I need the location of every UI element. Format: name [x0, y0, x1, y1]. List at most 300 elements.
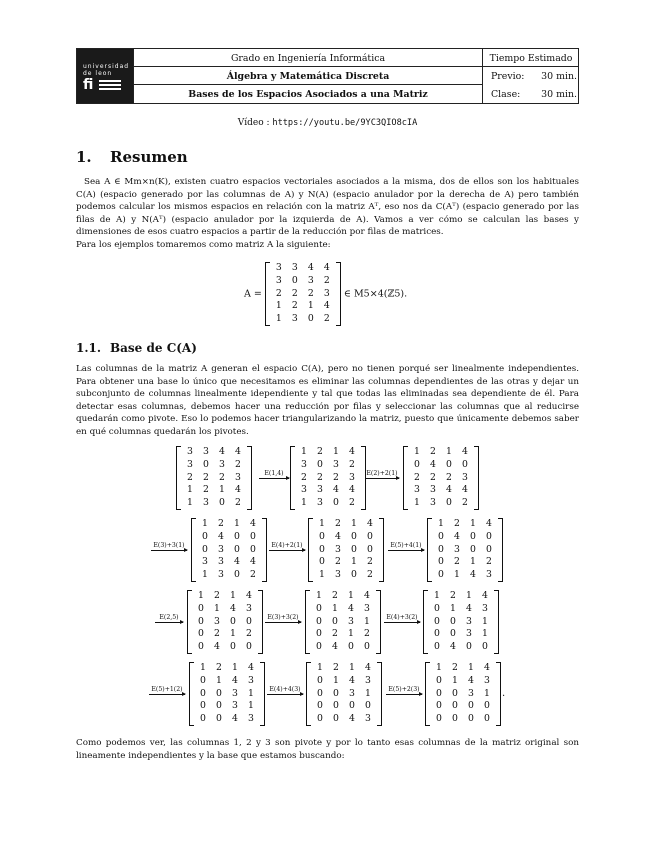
matrix-entry: 4: [349, 674, 355, 686]
matrix-entry: 0: [470, 530, 476, 542]
step-matrix: [306, 662, 382, 726]
matrix-entry: 1: [275, 300, 282, 312]
matrix-entry: 4: [482, 590, 488, 601]
matrix-entry: 1: [332, 602, 338, 614]
logo-text: universidad de leon: [83, 63, 130, 77]
matrix-entry: 3: [364, 602, 370, 614]
step-matrix: [176, 446, 252, 510]
matrix-entry: 0: [466, 641, 472, 653]
matrix-entry: 2: [250, 569, 256, 581]
matrix-entry: 3: [203, 446, 209, 457]
matrix-entry: 0: [452, 713, 458, 725]
matrix-entry: 0: [246, 641, 252, 653]
matrix-entry: 0: [486, 543, 492, 555]
matrix-entry: 3: [365, 713, 371, 725]
matrix-entry: 0: [319, 530, 325, 542]
matrix-entry: 1: [482, 615, 488, 627]
matrix-entry: 3: [466, 628, 472, 640]
matrix-entry: 0: [246, 615, 252, 627]
matrix-entry: 4: [466, 602, 472, 614]
matrix-entry: 0: [200, 700, 206, 712]
fi-logo-mark: fi: [83, 77, 94, 93]
matrix-entry: 1: [348, 628, 354, 640]
matrix-entry: 3: [307, 274, 314, 286]
matrix-entry: 0: [198, 615, 204, 627]
matrix-entry: 4: [323, 262, 330, 273]
matrix-entry: 4: [470, 569, 476, 581]
matrix-entry: 4: [335, 530, 341, 542]
video-label: Vídeo :: [237, 118, 270, 128]
section-heading: [76, 148, 188, 166]
matrix-entry: 4: [250, 518, 256, 529]
degree-name: Grado en Ingeniería Informática: [230, 53, 386, 64]
matrix-entry: 0: [219, 497, 225, 509]
matrix-entry: 0: [365, 700, 371, 712]
matrix-entry: 2: [364, 628, 370, 640]
matrix-entry: 1: [438, 518, 444, 529]
matrix-entry: 3: [430, 497, 436, 509]
step-matrix: [305, 590, 381, 654]
row-operation-arrow: E(5)+2(3): [383, 686, 425, 695]
matrix-entry: 1: [470, 518, 476, 529]
logo-bars-icon: [99, 80, 121, 94]
matrix-entry: 3: [202, 556, 208, 568]
row-operation-arrow: E(4)+3(2): [381, 614, 423, 623]
matrix-entry: 3: [275, 262, 282, 273]
step-matrix: [191, 518, 267, 582]
matrix-entry: 4: [446, 484, 452, 496]
matrix-entry: 0: [316, 615, 322, 627]
matrix-entry: 3: [232, 687, 238, 699]
matrix-entry: 2: [214, 628, 220, 640]
matrix-entry: 4: [349, 484, 355, 496]
matrix-entry: 0: [234, 543, 240, 555]
matrix-entry: 2: [275, 287, 282, 299]
matrix-entry: 0: [216, 713, 222, 725]
matrix-entry: 1: [364, 615, 370, 627]
matrix-entry: 0: [438, 543, 444, 555]
matrix-entry: 0: [349, 700, 355, 712]
university-logo: [77, 49, 133, 103]
matrix-entry: 2: [187, 471, 193, 483]
matrix-entry: 0: [317, 674, 323, 686]
matrix-entry: 3: [348, 615, 354, 627]
matrix-a-lhs: A =: [244, 288, 262, 300]
matrix-entry: 1: [187, 497, 193, 509]
matrix-entry: 1: [232, 662, 238, 673]
matrix-entry: 0: [234, 530, 240, 542]
matrix-entry: 0: [317, 700, 323, 712]
matrix-entry: 0: [484, 713, 490, 725]
matrix-entry: 3: [468, 687, 474, 699]
matrix-entry: 0: [436, 713, 442, 725]
matrix-entry: 0: [200, 687, 206, 699]
matrix-entry: 1: [349, 662, 355, 673]
matrix-entry: 2: [462, 497, 468, 509]
matrix-entry: 3: [335, 569, 341, 581]
matrix-entry: 0: [438, 530, 444, 542]
matrix-entry: 4: [332, 641, 338, 653]
step-matrix: [427, 518, 503, 582]
matrix-entry: 1: [248, 700, 254, 712]
matrix-entry: 0: [250, 530, 256, 542]
matrix-entry: 1: [414, 446, 420, 457]
matrix-entry: 2: [414, 471, 420, 483]
matrix-entry: 2: [218, 518, 224, 529]
matrix-entry: 1: [230, 590, 236, 601]
matrix-entry: 2: [333, 662, 339, 673]
topic-title: Bases de los Espacios Asociados a una Matriz: [188, 89, 428, 100]
matrix-entry: 3: [323, 287, 330, 299]
matrix-entry: 1: [301, 446, 307, 457]
matrix-entry: 3: [317, 484, 323, 496]
matrix-entry: 1: [452, 674, 458, 686]
matrix-entry: 3: [232, 700, 238, 712]
matrix-entry: 2: [332, 590, 338, 601]
matrix-entry: 0: [332, 615, 338, 627]
matrix-entry: 4: [218, 530, 224, 542]
matrix-entry: 0: [434, 628, 440, 640]
matrix-entry: 1: [436, 662, 442, 673]
matrix-entry: 4: [323, 300, 330, 312]
matrix-entry: 1: [219, 484, 225, 496]
matrix-entry: 1: [450, 602, 456, 614]
matrix-entry: 1: [319, 518, 325, 529]
matrix-entry: 2: [430, 471, 436, 483]
matrix-entry: 2: [333, 471, 339, 483]
matrix-entry: 3: [214, 615, 220, 627]
matrix-entry: 0: [319, 556, 325, 568]
matrix-entry: 2: [216, 662, 222, 673]
matrix-entry: 0: [446, 458, 452, 470]
step-matrix: [423, 590, 499, 654]
matrix-entry: 4: [307, 262, 314, 273]
matrix-entry: 2: [450, 590, 456, 601]
matrix-entry: 3: [482, 602, 488, 614]
conclusion-paragraph: Como podemos ver, las columnas 1, 2 y 3 son pivote y por lo tanto esas columnas de la matriz original son lineamente independientes y la base que estamos buscando:: [76, 738, 579, 761]
matrix-entry: 0: [482, 641, 488, 653]
matrix-entry: 0: [250, 543, 256, 555]
row-operation-arrow: E(5)+1(2): [146, 686, 188, 695]
matrix-entry: 3: [484, 674, 490, 686]
matrix-entry: 0: [198, 602, 204, 614]
matrix-entry: 2: [219, 471, 225, 483]
matrix-entry: 4: [333, 484, 339, 496]
subsection-number: 1.1.: [76, 341, 102, 355]
matrix-entry: 0: [230, 641, 236, 653]
row-operation-arrow: E(3)+3(2): [262, 614, 304, 623]
matrix-entry: 3: [430, 484, 436, 496]
matrix-entry: 2: [291, 287, 298, 299]
matrix-entry: 3: [349, 471, 355, 483]
matrix-entry: 0: [436, 700, 442, 712]
row-operation-arrow: E(2,5): [152, 614, 186, 623]
step-matrix: [189, 662, 265, 726]
course-name: Álgebra y Matemática Discreta: [226, 71, 390, 82]
matrix-entry: 1: [234, 518, 240, 529]
matrix-entry: 0: [203, 458, 209, 470]
basis-paragraph: Las columnas de la matriz A generan el espacio C(A), pero no tienen porqué ser linealmente independientes. Para obtener una base lo único que necesitamos es eliminar las columnas dependientes de las otras y dejar un subconjunto de columnas linealmente idependiente y tal que todas las eliminadas sea dependiente de él. Para detectar esas columnas, debemos hacer una reducción por filas y seleccionar las columnas que al reducirse quedarán como pivote. Eso lo podemos hacer triangularizando la matriz, puesto que únicamente debemos saber en qué columnas quedarán los pivotes.: [76, 364, 579, 437]
matrix-entry: 1: [214, 602, 220, 614]
matrix-entry: 1: [414, 497, 420, 509]
subsection-heading: [76, 341, 197, 355]
matrix-entry: 0: [351, 569, 357, 581]
matrix-entry: 4: [454, 530, 460, 542]
matrix-entry: 0: [450, 615, 456, 627]
matrix-entry: 3: [203, 497, 209, 509]
matrix-entry: 1: [202, 518, 208, 529]
matrix-entry: 4: [219, 446, 225, 457]
matrix-entry: 3: [317, 497, 323, 509]
matrix-entry: 4: [349, 713, 355, 725]
video-line: [0, 118, 655, 128]
matrix-entry: 4: [462, 484, 468, 496]
row-operation-arrow: E(3)+3(1): [148, 542, 190, 551]
course-header: [76, 48, 579, 104]
matrix-entry: 0: [198, 641, 204, 653]
matrix-entry: 1: [468, 662, 474, 673]
matrix-entry: 0: [333, 700, 339, 712]
matrix-entry: 2: [349, 497, 355, 509]
matrix-entry: 0: [216, 700, 222, 712]
matrix-entry: 4: [235, 484, 241, 496]
matrix-entry: 0: [452, 687, 458, 699]
matrix-entry: 2: [367, 569, 373, 581]
matrix-entry: 3: [454, 543, 460, 555]
matrix-entry: 0: [234, 569, 240, 581]
matrix-entry: 3: [218, 569, 224, 581]
final-period: .: [502, 688, 506, 699]
matrix-entry: 3: [275, 274, 282, 286]
matrix-entry: 0: [452, 700, 458, 712]
matrix-entry: 3: [462, 471, 468, 483]
matrix-entry: 4: [214, 641, 220, 653]
matrix-entry: 1: [446, 446, 452, 457]
step-matrix: [425, 662, 501, 726]
matrix-entry: 0: [470, 543, 476, 555]
matrix-entry: 3: [365, 674, 371, 686]
matrix-entry: 1: [200, 662, 206, 673]
matrix-entry: 4: [348, 602, 354, 614]
matrix-entry: 1: [466, 590, 472, 601]
class-value: 30 min.: [541, 89, 577, 100]
matrix-entry: 0: [438, 556, 444, 568]
matrix-entry: 0: [319, 543, 325, 555]
section-number: 1.: [76, 148, 92, 166]
matrix-entry: 2: [317, 471, 323, 483]
section-title: Resumen: [110, 148, 188, 166]
matrix-entry: 4: [246, 590, 252, 601]
matrix-entry: 2: [203, 471, 209, 483]
matrix-entry: 1: [317, 662, 323, 673]
matrix-entry: 0: [291, 274, 298, 286]
matrix-entry: 3: [248, 713, 254, 725]
matrix-entry: 3: [187, 446, 193, 457]
step-matrix: [187, 590, 263, 654]
matrix-entry: 1: [484, 687, 490, 699]
matrix-entry: 4: [484, 662, 490, 673]
matrix-entry: 1: [230, 628, 236, 640]
matrix-entry: 0: [316, 602, 322, 614]
matrix-entry: 0: [436, 674, 442, 686]
time-title: Tiempo Estimado: [489, 53, 573, 64]
matrix-entry: 0: [450, 628, 456, 640]
matrix-entry: 0: [438, 569, 444, 581]
row-operation-arrow: E(1,4): [256, 470, 292, 479]
prev-label: Previo:: [491, 71, 525, 82]
row-operation-arrow: E(5)+4(1): [385, 542, 427, 551]
matrix-entry: 0: [200, 674, 206, 686]
matrix-entry: 0: [198, 628, 204, 640]
matrix-entry: 2: [317, 446, 323, 457]
matrix-entry: 3: [248, 674, 254, 686]
matrix-a-equation: [244, 262, 407, 326]
matrix-entry: 3: [486, 569, 492, 581]
matrix-entry: 0: [316, 628, 322, 640]
matrix-entry: 1: [301, 497, 307, 509]
matrix-entry: 1: [482, 628, 488, 640]
matrix-entry: 0: [434, 641, 440, 653]
matrix-entry: 0: [317, 687, 323, 699]
matrix-entry: 1: [316, 590, 322, 601]
matrix-entry: 4: [468, 674, 474, 686]
matrix-entry: 3: [301, 458, 307, 470]
matrix-entry: 3: [301, 484, 307, 496]
matrix-entry: 0: [484, 700, 490, 712]
matrix-entry: 4: [430, 458, 436, 470]
matrix-entry: 4: [234, 556, 240, 568]
matrix-entry: 1: [333, 674, 339, 686]
matrix-entry: 1: [351, 556, 357, 568]
matrix-entry: 1: [248, 687, 254, 699]
matrix-entry: 0: [333, 687, 339, 699]
matrix-entry: 1: [470, 556, 476, 568]
matrix-entry: 1: [307, 300, 314, 312]
matrix-a-rhs: ∈ M5×4(ℤ5).: [343, 288, 408, 300]
matrix-entry: 0: [367, 530, 373, 542]
row-operation-arrow: E(4)+2(1): [266, 542, 308, 551]
matrix-entry: 4: [364, 590, 370, 601]
matrix-entry: 3: [414, 484, 420, 496]
matrix-entry: 4: [450, 641, 456, 653]
matrix-entry: 0: [333, 497, 339, 509]
matrix-entry: 2: [307, 287, 314, 299]
row-operation-arrow: E(4)+4(3): [264, 686, 306, 695]
matrix-entry: 0: [307, 313, 314, 325]
matrix-entry: 2: [323, 274, 330, 286]
matrix-entry: 2: [291, 300, 298, 312]
matrix-entry: 3: [466, 615, 472, 627]
matrix-entry: 0: [468, 713, 474, 725]
matrix-a: [265, 262, 341, 326]
matrix-entry: 3: [291, 262, 298, 273]
matrix-entry: 1: [434, 590, 440, 601]
matrix-entry: 1: [187, 484, 193, 496]
matrix-entry: 0: [216, 687, 222, 699]
matrix-entry: 3: [246, 602, 252, 614]
example-intro: Para los ejemplos tomaremos como matriz A la siguiente:: [76, 240, 331, 250]
matrix-entry: 1: [319, 569, 325, 581]
matrix-entry: 0: [367, 543, 373, 555]
matrix-entry: 3: [219, 458, 225, 470]
matrix-entry: 0: [333, 713, 339, 725]
video-link[interactable]: https://youtu.be/9YC3QIO8cIA: [272, 118, 418, 128]
matrix-entry: 2: [235, 497, 241, 509]
matrix-entry: 4: [250, 556, 256, 568]
matrix-entry: 2: [430, 446, 436, 457]
matrix-entry: 1: [198, 590, 204, 601]
matrix-entry: 0: [486, 530, 492, 542]
matrix-entry: 3: [335, 543, 341, 555]
step-matrix: [290, 446, 366, 510]
matrix-entry: 1: [333, 446, 339, 457]
matrix-entry: 0: [446, 497, 452, 509]
matrix-entry: 0: [434, 602, 440, 614]
matrix-entry: 0: [317, 458, 323, 470]
matrix-entry: 1: [348, 590, 354, 601]
matrix-entry: 2: [214, 590, 220, 601]
matrix-entry: 0: [202, 530, 208, 542]
matrix-entry: 0: [230, 615, 236, 627]
matrix-entry: 4: [367, 518, 373, 529]
matrix-entry: 3: [349, 687, 355, 699]
matrix-entry: 2: [367, 556, 373, 568]
matrix-entry: 3: [291, 313, 298, 325]
row-operation-arrow: E(2)+2(1): [366, 470, 398, 477]
matrix-entry: 4: [365, 662, 371, 673]
matrix-entry: 3: [333, 458, 339, 470]
matrix-entry: 0: [364, 641, 370, 653]
matrix-entry: 0: [317, 713, 323, 725]
matrix-entry: 1: [351, 518, 357, 529]
matrix-entry: 2: [235, 458, 241, 470]
matrix-entry: 3: [218, 556, 224, 568]
matrix-entry: 0: [202, 543, 208, 555]
matrix-entry: 4: [248, 662, 254, 673]
matrix-entry: 0: [436, 687, 442, 699]
matrix-entry: 4: [235, 446, 241, 457]
matrix-entry: 4: [462, 446, 468, 457]
matrix-entry: 0: [434, 615, 440, 627]
matrix-entry: 2: [454, 518, 460, 529]
matrix-entry: 0: [462, 458, 468, 470]
matrix-entry: 2: [486, 556, 492, 568]
matrix-entry: 3: [235, 471, 241, 483]
class-label: Clase:: [491, 89, 521, 100]
matrix-entry: 4: [232, 713, 238, 725]
matrix-entry: 1: [365, 687, 371, 699]
matrix-entry: 2: [203, 484, 209, 496]
matrix-entry: 2: [332, 628, 338, 640]
matrix-entry: 0: [348, 641, 354, 653]
matrix-entry: 0: [414, 458, 420, 470]
matrix-entry: 1: [454, 569, 460, 581]
summary-paragraph: Sea A ∈ Mm×n(K), existen cuatro espacios vectoriales asociados a la misma, dos de ellos son los habituales C(A) (espacio generado por las columnas de A) y N(A) (espacio anulador por la derecha de A) pero también podemos calcular los mismos espacios en relación con la matriz Aᵀ, eso nos da C(Aᵀ) (espacio generado por las filas de A) y N(Aᵀ) (espacio anulador por la izquierda de A). Vamos a ver cómo se calculan las bases y dimensiones de esos cuatro espacios a partir de la reducción por filas de matrices.: [76, 177, 579, 237]
step-matrix: [308, 518, 384, 582]
matrix-entry: 4: [230, 602, 236, 614]
matrix-entry: 0: [351, 543, 357, 555]
matrix-entry: 2: [349, 458, 355, 470]
matrix-entry: 2: [301, 471, 307, 483]
prev-value: 30 min.: [541, 71, 577, 82]
matrix-entry: 4: [232, 674, 238, 686]
matrix-entry: 4: [486, 518, 492, 529]
matrix-entry: 2: [335, 556, 341, 568]
subsection-title: Base de C(A): [110, 341, 197, 355]
matrix-entry: 3: [187, 458, 193, 470]
matrix-entry: 2: [452, 662, 458, 673]
matrix-entry: 1: [202, 569, 208, 581]
